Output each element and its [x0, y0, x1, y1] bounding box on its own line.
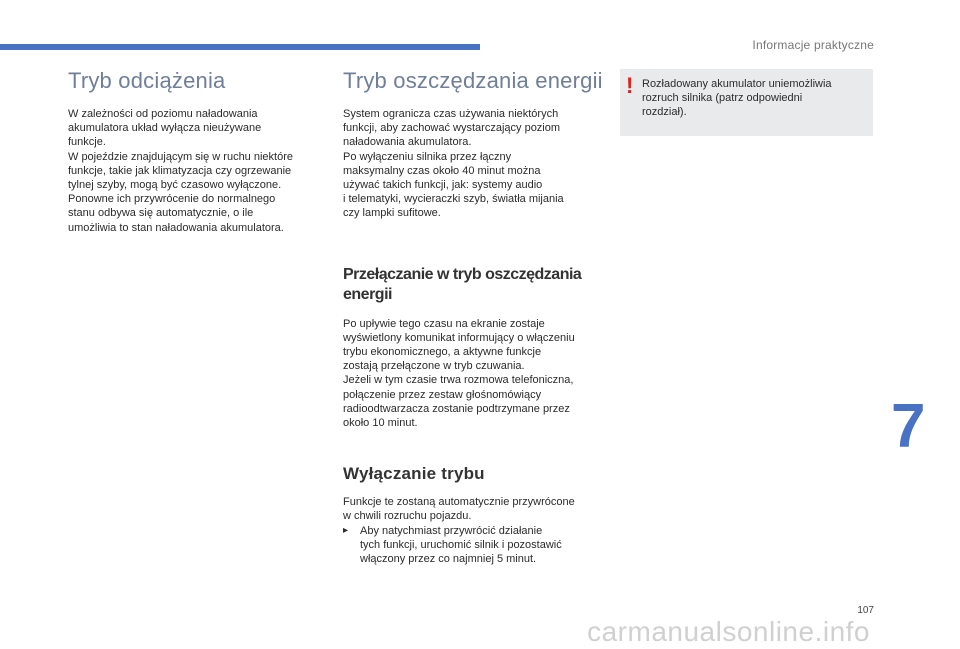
body-exit-mode: Funkcje te zostaną automatycznie przywrócone w chwili rozruchu pojazdu. — [343, 496, 575, 523]
column-energy-saving — [343, 68, 608, 566]
title-switching-mode: Przełączanie w tryb oszczędzania energii — [343, 265, 582, 303]
bullet-exit-mode — [343, 524, 608, 567]
title-energy-saving: Tryb oszczędzania energii — [343, 68, 603, 93]
warning-box — [620, 69, 873, 136]
chapter-number: 7 — [891, 392, 926, 461]
column-load-shedding — [68, 68, 328, 235]
title-load-shedding: Tryb odciążenia — [68, 68, 226, 93]
bullet-text: Aby natychmiast przywrócić działanie tych funkcji, uruchomić silnik i pozostawić włączony przez co najmniej 5 minut. — [360, 524, 562, 566]
page-number: 107 — [857, 605, 874, 616]
title-exit-mode: Wyłączanie trybu — [343, 464, 485, 484]
header-accent-bar — [0, 44, 480, 50]
watermark: carmanualsonline.info — [587, 616, 870, 647]
body-energy-saving: System ogranicza czas używania niektórych funkcji, aby zachować wystarczający poziom naładowania akumulatora. Po wyłączeniu silnika przez łączny maksymalny czas około 40 minut można używać takich funkcji, jak: systemy audio i telematyki, wycieraczki szyb, światła mijania czy lampki sufitowe. — [343, 108, 564, 220]
section-header: Informacje praktyczne — [752, 38, 874, 52]
body-load-shedding: W zależności od poziomu naładowania akumulatora układ wyłącza nieużywane funkcje. W pojeździe znajdującym się w ruchu niektóre funkcje, takie jak klimatyzacja czy ogrzewanie tylnej szyby, mogą być czasowo wyłączone. Ponowne ich przywrócenie do normalnego stanu odbywa się automatycznie, o ile umożliwia to stan naładowania akumulatora. — [68, 108, 293, 234]
warning-exclamation-icon: ! — [626, 73, 634, 98]
body-switching-mode: Po upływie tego czasu na ekranie zostaje wyświetlony komunikat informujący o włączeniu trybu ekonomicznego, a aktywne funkcje zostają przełączone w tryb czuwania. Jeżeli w tym czasie trwa rozmowa telefoniczna, połączenie przez zestaw głośnomówiący radioodtwarzacza zostanie podtrzymane przez około 10 minut. — [343, 317, 575, 430]
arrow-bullet-icon: ▸ — [343, 524, 349, 536]
warning-text: Rozładowany akumulator uniemożliwia rozruch silnika (patrz odpowiedni rozdział). — [642, 78, 832, 119]
